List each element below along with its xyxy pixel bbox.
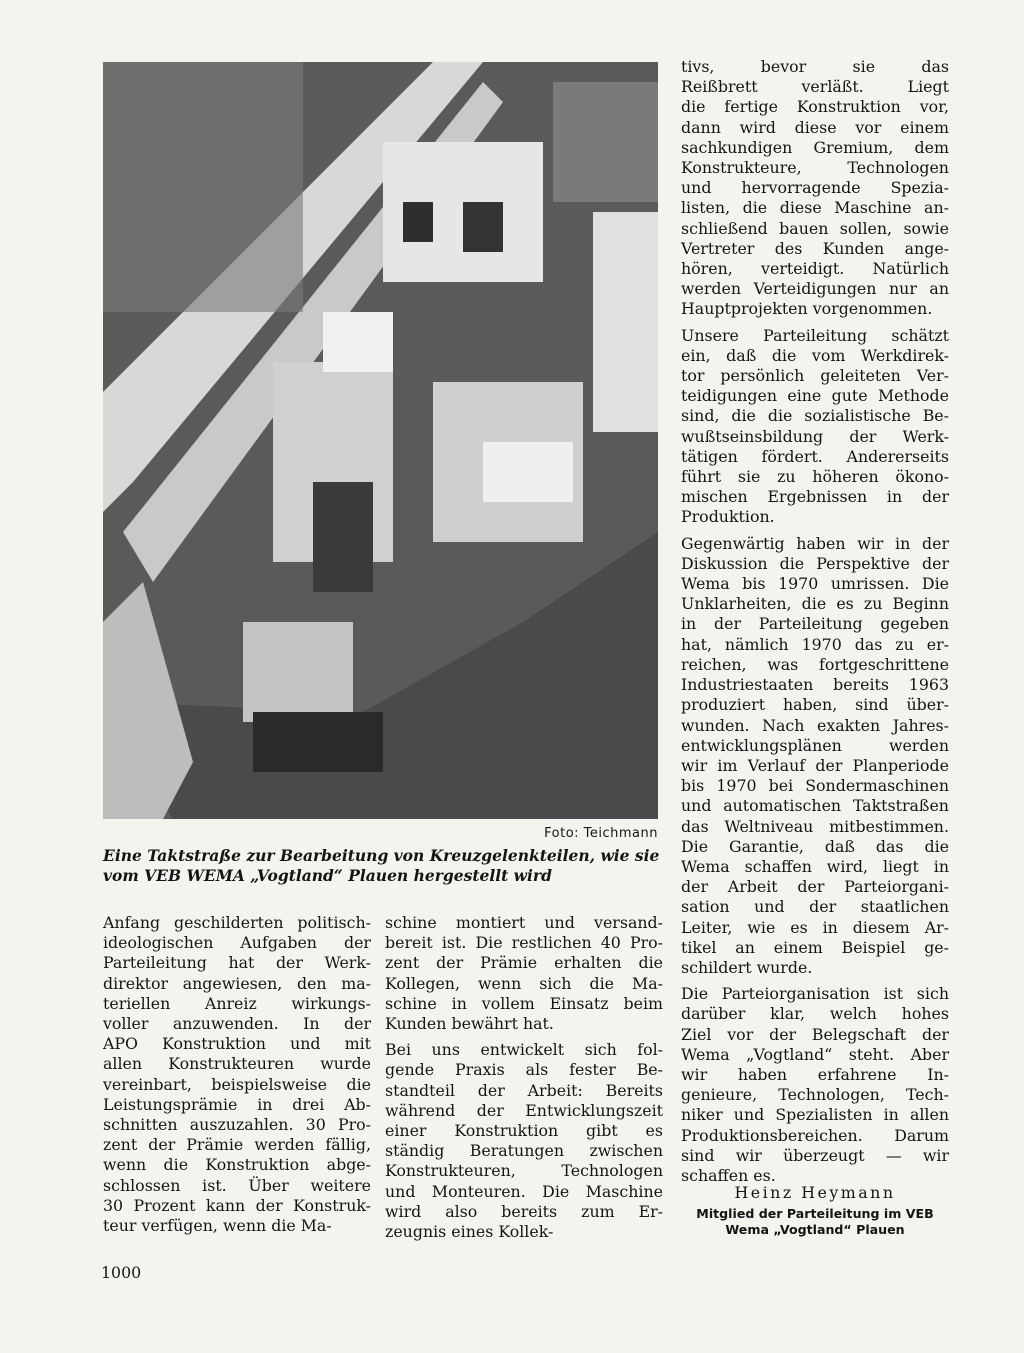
text-line: Bei uns entwickelt sich fol- (385, 1040, 663, 1060)
text-line: ständig Beratungen zwischen (385, 1141, 663, 1161)
text-line: ideologischen Aufgaben der (103, 933, 371, 953)
text-line: wunden. Nach exakten Jahres- (681, 715, 949, 735)
text-line: Kunden bewährt hat. (385, 1014, 554, 1034)
text-line: hören, verteidigt. Natürlich (681, 259, 949, 279)
photo-credit: Foto: Teichmann (544, 826, 658, 841)
caption-line: vom VEB WEMA „Vogtland“ Plauen hergestellt wird (103, 866, 552, 885)
text-line: wußtseinsbildung der Werk- (681, 426, 949, 446)
text-line: APO Konstruktion und mit (103, 1034, 371, 1054)
factory-photo (103, 62, 658, 819)
text-line: und automatischen Taktstraßen (681, 796, 949, 816)
text-line: tikel an einem Beispiel ge- (681, 937, 949, 957)
photo-illustration (103, 62, 658, 819)
text-line: niker und Spezialisten in allen (681, 1105, 949, 1125)
text-line: allen Konstrukteuren wurde (103, 1054, 371, 1074)
photo-caption (103, 846, 663, 886)
text-line: die fertige Konstruktion vor, (681, 97, 949, 117)
text-line: und Monteuren. Die Maschine (385, 1181, 663, 1201)
text-column-1 (103, 913, 371, 1236)
text-line: direktor angewiesen, den ma- (103, 973, 371, 993)
text-line: Diskussion die Perspektive der (681, 553, 949, 573)
author-name: Heinz Heymann (734, 1183, 896, 1202)
text-line: einer Konstruktion gibt es (385, 1121, 663, 1141)
page-number: 1000 (101, 1263, 142, 1282)
text-line: Ziel vor der Belegschaft der (681, 1024, 949, 1044)
text-line: 30 Prozent kann der Konstruk- (103, 1195, 371, 1215)
text-column-2 (385, 913, 663, 1242)
text-line: während der Entwicklungszeit (385, 1100, 663, 1120)
text-line: schaffen es. (681, 1165, 776, 1185)
text-line: genieure, Technologen, Tech- (681, 1085, 949, 1105)
text-line: das Weltniveau mitbestimmen. (681, 816, 949, 836)
text-line: reichen, was fortgeschrittene (681, 654, 949, 674)
caption-line: Eine Taktstraße zur Bearbeitung von Kreuzgelenkteilen, wie sie (103, 846, 660, 865)
text-line: in der Parteileitung gegeben (681, 614, 949, 634)
text-line: Vertreter des Kunden ange- (681, 238, 949, 258)
text-line: Wema schaffen wird, liegt in (681, 856, 949, 876)
text-line: Leistungsprämie in drei Ab- (103, 1094, 371, 1114)
text-line: Unklarheiten, die es zu Beginn (681, 594, 949, 614)
text-line: wir haben erfahrene In- (681, 1064, 949, 1084)
text-line: Anfang geschilderten politisch- (103, 913, 371, 932)
text-line: hat, nämlich 1970 das zu er- (681, 634, 949, 654)
text-line: wird also bereits zum Er- (385, 1201, 663, 1221)
text-line: bereit ist. Die restlichen 40 Pro- (385, 933, 663, 953)
text-line: wir im Verlauf der Planperiode (681, 755, 949, 775)
text-line: sation und der staatlichen (681, 897, 949, 917)
text-line: sachkundigen Gremium, dem (681, 137, 949, 157)
text-line: Parteileitung hat der Werk- (103, 953, 371, 973)
text-line: mischen Ergebnissen in der (681, 487, 949, 507)
text-line: Reißbrett verläßt. Liegt (681, 77, 949, 97)
text-line: Produktionsbereichen. Darum (681, 1125, 949, 1145)
text-line: führt sie zu höheren ökono- (681, 467, 949, 487)
author-role (681, 1206, 949, 1238)
text-line: sind wir überzeugt — wir (681, 1145, 949, 1165)
text-line: tor persönlich geleiteten Ver- (681, 366, 949, 386)
text-line: gende Praxis als fester Be- (385, 1060, 663, 1080)
text-line: Unsere Parteileitung schätzt (681, 325, 949, 345)
text-line: Hauptprojekten vorgenommen. (681, 299, 933, 319)
text-line: tätigen fördert. Andererseits (681, 446, 949, 466)
text-line: Wema bis 1970 umrissen. Die (681, 574, 949, 594)
text-line: Die Parteiorganisation ist sich (681, 984, 949, 1004)
text-line: teriellen Anreiz wirkungs- (103, 993, 371, 1013)
text-line: sind, die die sozialistische Be- (681, 406, 949, 426)
text-line: Gegenwärtig haben wir in der (681, 533, 949, 553)
text-line: Wema „Vogtland“ steht. Aber (681, 1044, 949, 1064)
text-line: listen, die diese Maschine an- (681, 198, 949, 218)
text-line: teidigungen eine gute Methode (681, 386, 949, 406)
text-line: wenn die Konstruktion abge- (103, 1155, 371, 1175)
text-line: darüber klar, welch hohes (681, 1004, 949, 1024)
text-line: bis 1970 bei Sondermaschinen (681, 776, 949, 796)
text-line: schine montiert und versand- (385, 913, 663, 932)
text-line: und hervorragende Spezia- (681, 178, 949, 198)
text-line: teur verfügen, wenn die Ma- (103, 1216, 332, 1236)
text-line: dann wird diese vor einem (681, 117, 949, 137)
text-line: Produktion. (681, 507, 775, 527)
text-column-3 (681, 57, 949, 1186)
text-line: schnitten auszuzahlen. 30 Pro- (103, 1115, 371, 1135)
text-line: tivs, bevor sie das (681, 57, 949, 76)
text-line: Kollegen, wenn sich die Ma- (385, 973, 663, 993)
text-line: Konstrukteuren, Technologen (385, 1161, 663, 1181)
text-line: schildert wurde. (681, 957, 813, 977)
author-role-line: Wema „Vogtland“ Plauen (725, 1222, 905, 1237)
text-line: standteil der Arbeit: Bereits (385, 1080, 663, 1100)
text-line: entwicklungsplänen werden (681, 735, 949, 755)
text-line: werden Verteidigungen nur an (681, 279, 949, 299)
text-line: voller anzuwenden. In der (103, 1014, 371, 1034)
text-line: Industriestaaten bereits 1963 (681, 675, 949, 695)
text-line: ein, daß die vom Werkdirek- (681, 345, 949, 365)
text-line: vereinbart, beispielsweise die (103, 1074, 371, 1094)
text-line: schließend bauen sollen, sowie (681, 218, 949, 238)
text-line: zent der Prämie werden fällig, (103, 1135, 371, 1155)
text-line: Konstrukteure, Technologen (681, 158, 949, 178)
author-role-line: Mitglied der Parteileitung im VEB (696, 1206, 934, 1221)
text-line: der Arbeit der Parteiorgani- (681, 877, 949, 897)
text-line: zent der Prämie erhalten die (385, 953, 663, 973)
text-line: produziert haben, sind über- (681, 695, 949, 715)
text-line: Die Garantie, daß das die (681, 836, 949, 856)
text-line: schine in vollem Einsatz beim (385, 993, 663, 1013)
text-line: Leiter, wie es in diesem Ar- (681, 917, 949, 937)
text-line: schlossen ist. Über weitere (103, 1175, 371, 1195)
text-line: zeugnis eines Kollek- (385, 1222, 554, 1242)
